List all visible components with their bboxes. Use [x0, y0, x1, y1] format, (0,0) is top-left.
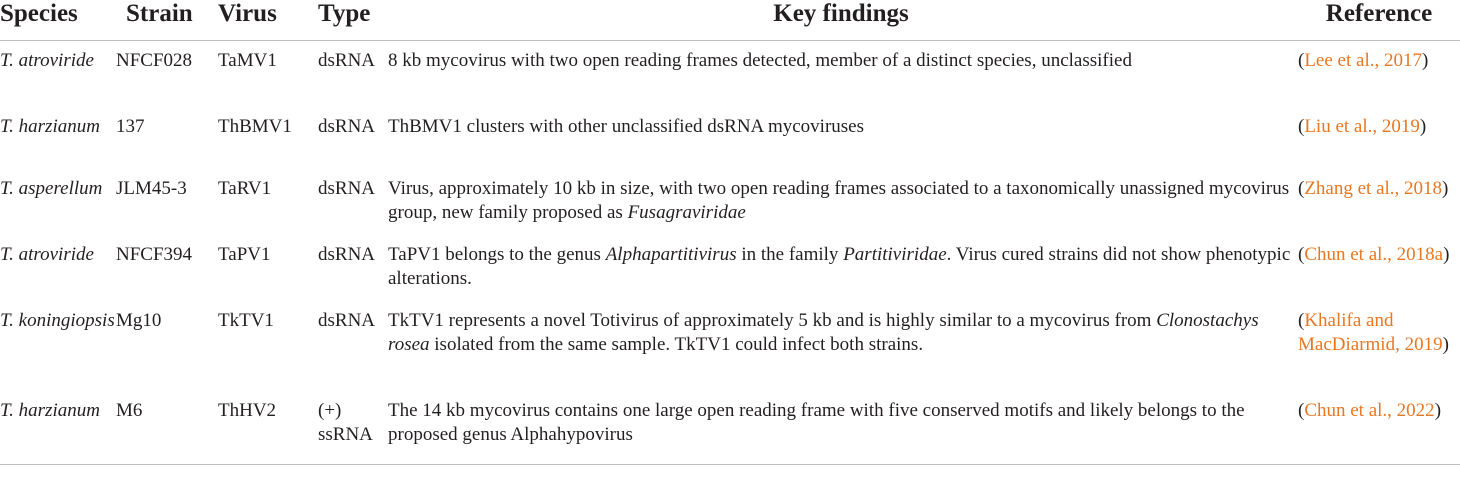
header-virus: Virus [218, 0, 277, 27]
type-cell: dsRNA [318, 177, 376, 199]
findings-cell [384, 169, 1298, 235]
type-cell: dsRNA [318, 309, 376, 331]
findings-cell [384, 301, 1298, 391]
table-row [0, 107, 1460, 169]
findings-text: TkTV1 represents a novel Totivirus of approximately 5 kb and is highly similar to a mycovirus from [388, 309, 1157, 331]
table-row [0, 391, 1460, 465]
findings-cell: ThBMV1 clusters with other unclassified dsRNA mycoviruses [388, 115, 865, 137]
species-cell: T. harzianum [0, 399, 100, 421]
reference-cell: (Chun et al., 2022) [1298, 399, 1442, 421]
findings-cell: The 14 kb mycovirus contains one large open reading frame with five conserved motifs and likely belongs to the proposed genus Alphahypovirus [388, 399, 1245, 445]
header-species: Species [0, 0, 78, 27]
reference-link[interactable]: Khalifa and MacDiarmid, 2019 [1298, 309, 1443, 355]
reference-link[interactable]: Chun et al., 2018a [1304, 243, 1444, 265]
species-cell: T. atroviride [0, 243, 94, 265]
findings-italic: Alphapartitivirus [605, 243, 737, 265]
header-findings: Key findings [773, 0, 909, 27]
type-cell: (+) ssRNA [318, 399, 373, 445]
header-type: Type [318, 0, 371, 27]
header-row [0, 0, 1460, 41]
findings-text: TaPV1 belongs to the genus [388, 243, 606, 265]
virus-cell: TaMV1 [218, 50, 277, 71]
strain-cell: 137 [116, 115, 145, 137]
header-reference: Reference [1325, 0, 1433, 27]
species-cell: T. asperellum [0, 177, 103, 199]
findings-cell: 8 kb mycovirus with two open reading frames detected, member of a distinct species, unclassified [388, 50, 1132, 71]
type-cell: dsRNA [318, 50, 376, 71]
table-row [0, 301, 1460, 391]
table-row [0, 169, 1460, 235]
reference-cell: (Zhang et al., 2018) [1298, 177, 1449, 199]
virus-cell: ThHV2 [218, 399, 277, 421]
virus-cell: TkTV1 [218, 309, 274, 331]
strain-cell: Mg10 [116, 309, 162, 331]
strain-cell: M6 [116, 399, 143, 421]
species-cell: T. koningiopsis [0, 309, 115, 331]
reference-cell: (Khalifa and MacDiarmid, 2019) [1298, 309, 1449, 355]
virus-cell: TaRV1 [218, 177, 272, 199]
table-row [0, 41, 1460, 107]
findings-text: Virus, approximately 10 kb in size, with two open reading frames associated to a taxonomically unassigned mycovirus group, new family proposed as [388, 177, 1290, 223]
reference-link[interactable]: Liu et al., 2019 [1304, 115, 1420, 137]
reference-cell: (Liu et al., 2019) [1298, 115, 1427, 137]
reference-link[interactable]: Chun et al., 2022 [1304, 399, 1435, 421]
type-cell: dsRNA [318, 115, 376, 137]
reference-cell: (Chun et al., 2018a) [1298, 243, 1450, 265]
strain-cell: NFCF394 [116, 243, 193, 265]
virus-cell: TaPV1 [218, 243, 271, 265]
findings-italic: Clonostachys rosea [388, 309, 1259, 355]
findings-text: in the family [736, 243, 844, 265]
findings-cell [384, 235, 1298, 301]
strain-cell: NFCF028 [116, 50, 193, 71]
header-strain: Strain [126, 0, 193, 27]
strain-cell: JLM45-3 [116, 177, 187, 199]
findings-text: . Virus cured strains did not show phenotypic alterations. [388, 243, 1291, 289]
reference-link[interactable]: Lee et al., 2017 [1304, 50, 1422, 71]
reference-cell: (Lee et al., 2017) [1298, 50, 1429, 71]
findings-italic: Partitiviridae [843, 243, 947, 265]
reference-link[interactable]: Zhang et al., 2018 [1304, 177, 1443, 199]
type-cell: dsRNA [318, 243, 376, 265]
findings-italic: Fusagraviridae [627, 201, 746, 223]
findings-text: isolated from the same sample. TkTV1 could infect both strains. [429, 333, 924, 355]
species-cell: T. atroviride [0, 50, 94, 71]
table-row [0, 235, 1460, 301]
species-cell: T. harzianum [0, 115, 100, 137]
virus-cell: ThBMV1 [218, 115, 292, 137]
